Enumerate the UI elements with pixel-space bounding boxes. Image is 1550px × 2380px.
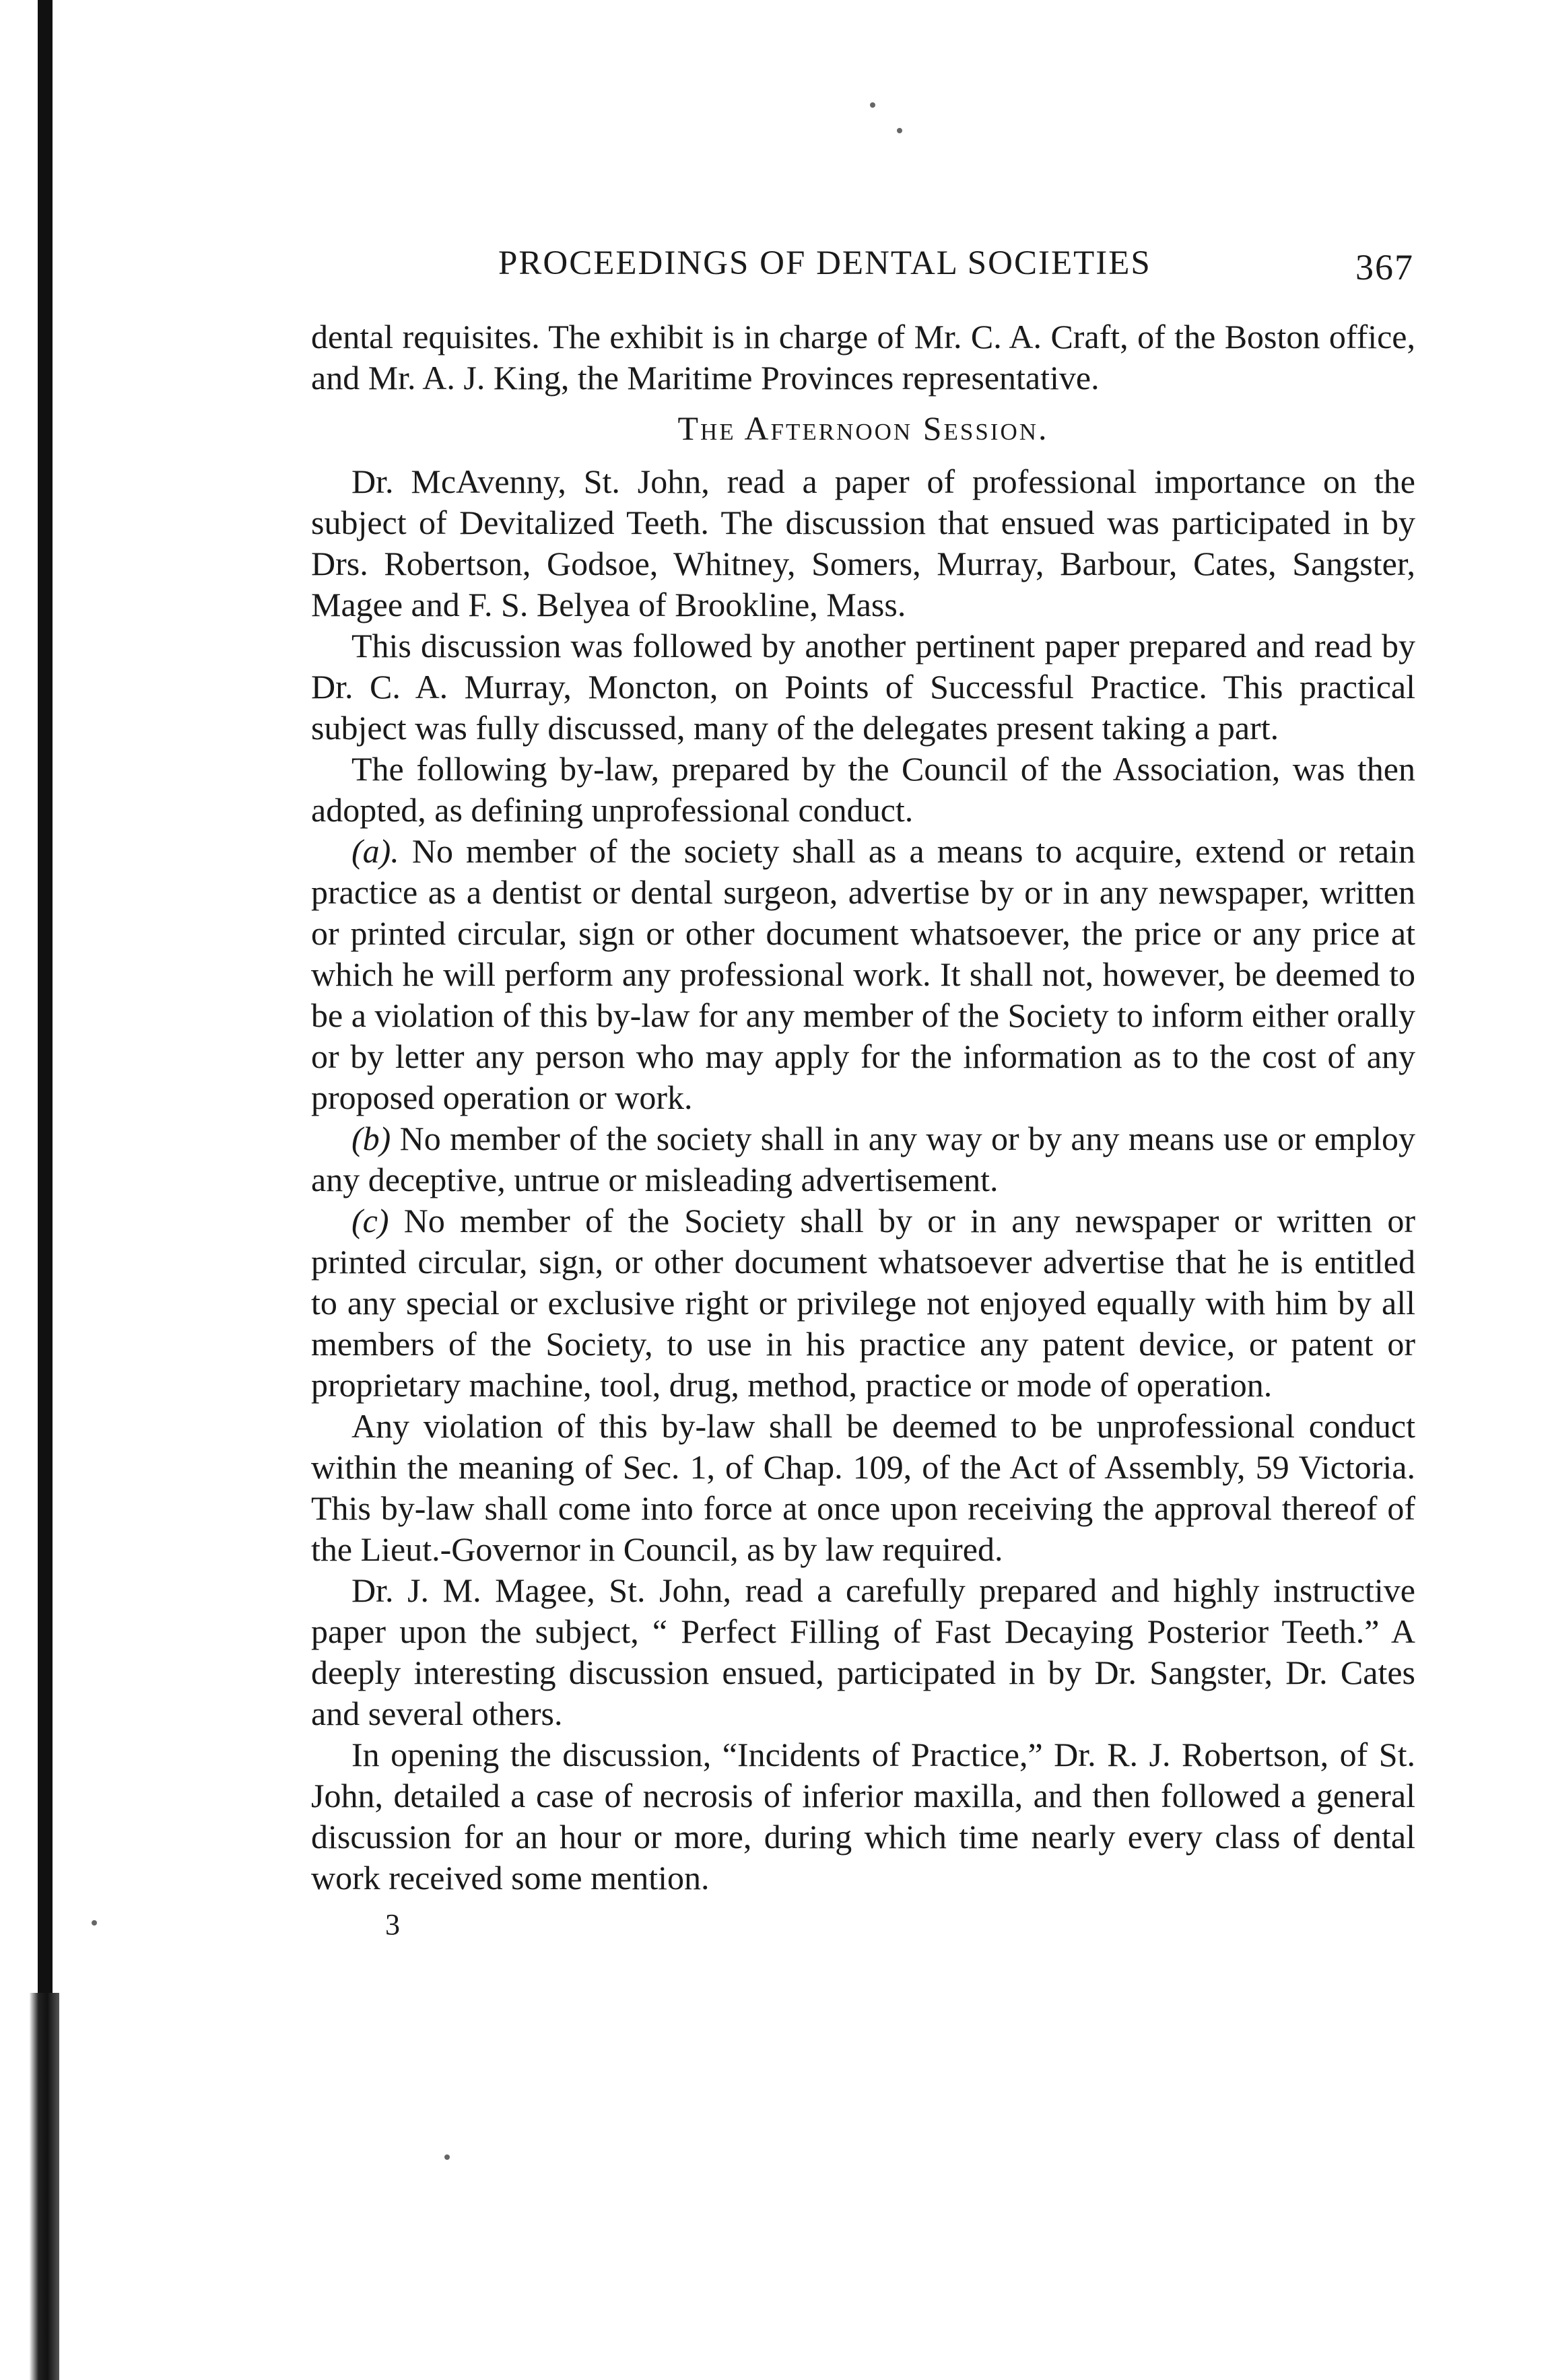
- paragraph-magee-paper: Dr. J. M. Magee, St. John, read a carefully prepared and highly instructive paper upon the subject, “ Perfect Filling of Fast Decaying Posterior Teeth.” A deeply interesting discussion ensued, participated in by Dr. Sangster, Dr. Cates and several others.: [311, 1571, 1415, 1732]
- paragraph-incidents-of-practice: In opening the discussion, “Incidents of Practice,” Dr. R. J. Robertson, of St. John, detailed a case of necrosis of inferior maxilla, and then followed a general discussion for an hour or more, during which time nearly every class of dental work received some mention.: [311, 1736, 1415, 1897]
- paragraph-bylaw-a: [311, 831, 1415, 1118]
- clause-text-a: No member of the society shall as a means to acquire, extend or retain practice as a dentist or dental surgeon, advertise by or in any newspaper, written or printed circular, sign or other document whatsoever, the price or any price at which he will perform any professional work. It shall not, however, be deemed to be a violation of this by-law for any member of the Society to inform either orally or by letter any person who may apply for the information as to the cost of any proposed operation or work.: [311, 832, 1415, 1116]
- binding-edge-lower: [30, 1993, 59, 2380]
- paragraph-devitalized-teeth: Dr. McAvenny, St. John, read a paper of professional importance on the subject of Devitalized Teeth. The discussion that ensued was participated in by Drs. Robertson, Godsoe, Whitney, Somers, Murray, Barbour, Cates, Sangster, Magee and F. S. Belyea of Brookline, Mass.: [311, 463, 1415, 623]
- paragraph-bylaw-b: [311, 1118, 1415, 1200]
- paragraph-bylaw-intro: The following by-law, prepared by the Council of the Association, was then adopted, as defining unprofessional conduct.: [311, 750, 1415, 829]
- section-title: The Afternoon Session.: [677, 409, 1049, 447]
- paragraph-bylaw-violation: Any violation of this by-law shall be deemed to be unprofessional conduct within the meaning of Sec. 1, of Chap. 109, of the Act of Assembly, 59 Victoria. This by-law shall come into force at once upon receiving the approval thereof of the Lieut.-Governor in Council, as by law required.: [311, 1407, 1415, 1568]
- header-title: PROCEEDINGS OF DENTAL SOCIETIES: [498, 244, 1151, 282]
- print-speck: [897, 128, 902, 133]
- paragraph-bylaw-c: [311, 1200, 1415, 1406]
- print-speck: [444, 2154, 450, 2160]
- print-speck: [92, 1920, 97, 1926]
- clause-label-a: (a).: [351, 832, 399, 870]
- clause-label-c: (c): [351, 1202, 389, 1239]
- running-header: [498, 244, 1414, 298]
- print-speck: [870, 102, 875, 108]
- page-body: [311, 316, 1415, 1945]
- signature-mark: 3: [385, 1908, 400, 1941]
- page-number: 367: [1355, 247, 1414, 287]
- paragraph-continuation: dental requisites. The exhibit is in charge of Mr. C. A. Craft, of the Boston office, and Mr. A. J. King, the Maritime Provinces representative.: [311, 318, 1415, 397]
- clause-text-b: No member of the society shall in any way or by any means use or employ any deceptive, untrue or misleading advertisement.: [311, 1120, 1415, 1198]
- paragraph-successful-practice: This discussion was followed by another pertinent paper prepared and read by Dr. C. A. Murray, Moncton, on Points of Successful Practice. This practical subject was fully discussed, many of the delegates present taking a part.: [311, 627, 1415, 747]
- clause-label-b: (b): [351, 1120, 391, 1157]
- clause-text-c: No member of the Society shall by or in any newspaper or written or printed circular, sign, or other document whatsoever advertise that he is entitled to any special or exclusive right or privilege not enjoyed equally with him by all members of the Society, to use in his practice any patent device, or patent or proprietary machine, tool, drug, method, practice or mode of operation.: [311, 1202, 1416, 1404]
